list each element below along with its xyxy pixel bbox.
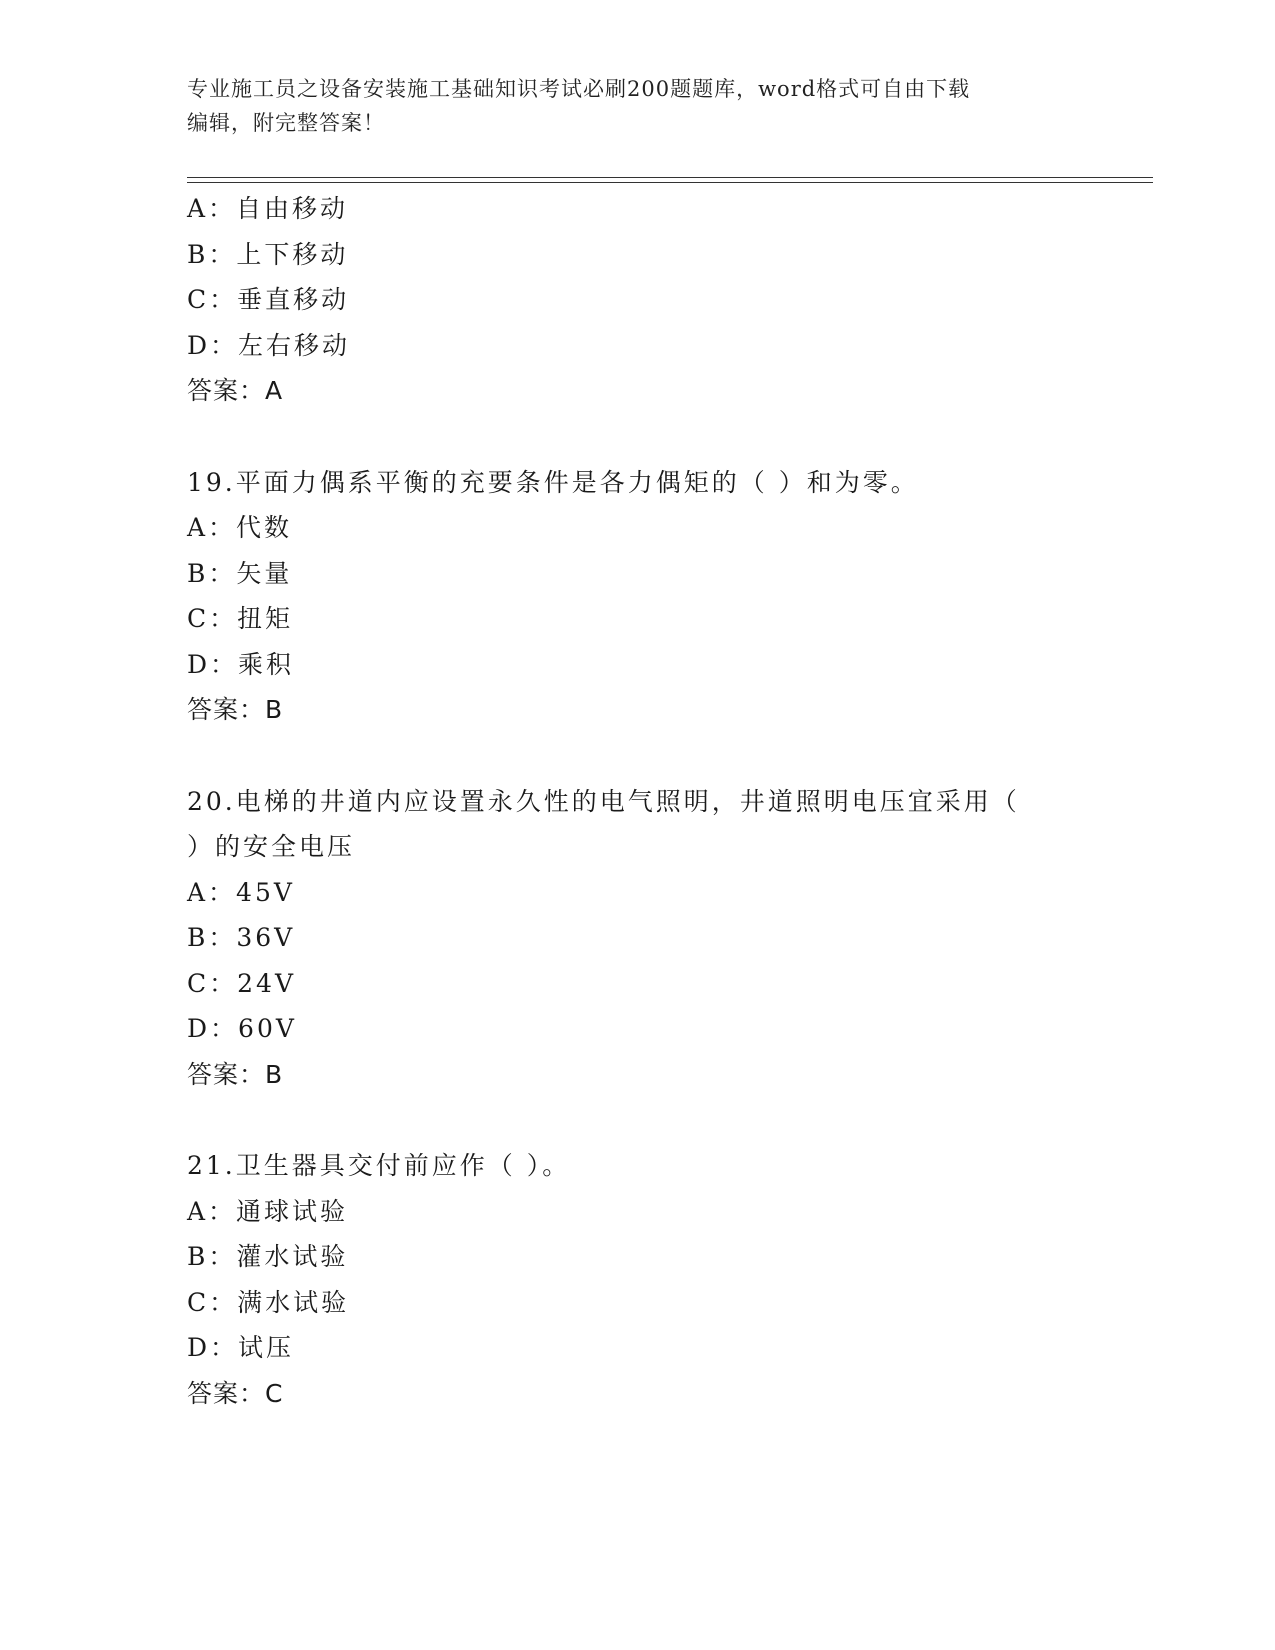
header-title-line-2: 编辑，附完整答案！ [187,111,385,135]
option-d: D：左右移动 [187,330,351,360]
option-b: B：上下移动 [187,239,349,269]
question-list [187,186,1087,1416]
answer: 答案：A [187,376,284,405]
header-rule-bottom [187,182,1153,183]
option-c: C：扭矩 [187,604,294,633]
option-b: B：灌水试验 [187,1242,349,1271]
document-header [187,72,1067,140]
option-a: A：自由移动 [187,194,349,223]
spacer [187,1097,1087,1143]
option-d: D：乘积 [187,649,295,679]
option-b: B：矢量 [187,558,293,588]
spacer [187,414,1087,460]
header-rule-top [187,177,1153,178]
question-20 [187,779,1087,1098]
question-text-line-1: 20.电梯的井道内应设置永久性的电气照明，井道照明电压宜采用（ [187,786,1020,816]
answer: 答案：C [187,1378,284,1408]
option-d: D：试压 [187,1333,295,1362]
option-b: B：36V [187,923,296,952]
question-text: 19.平面力偶系平衡的充要条件是各力偶矩的（ ）和为零。 [187,467,919,497]
option-d: D：60V [187,1014,297,1043]
option-a: A：代数 [187,513,293,542]
answer: 答案：B [187,695,284,724]
option-c: C：满水试验 [187,1287,350,1317]
question-19 [187,460,1087,733]
option-c: C：垂直移动 [187,285,350,314]
option-a: A：通球试验 [187,1196,349,1226]
question-21 [187,1143,1087,1416]
question-text-line-2: ）的安全电压 [187,832,356,861]
spacer [187,733,1087,779]
answer: 答案：B [187,1059,284,1089]
option-c: C：24V [187,968,296,998]
option-a: A：45V [187,877,295,907]
header-title-line-1: 专业施工员之设备安装施工基础知识考试必刷200题题库，word格式可自由下载 [187,77,971,101]
question-18 [187,186,1087,414]
question-text: 21.卫生器具交付前应作（ ）。 [187,1151,571,1180]
